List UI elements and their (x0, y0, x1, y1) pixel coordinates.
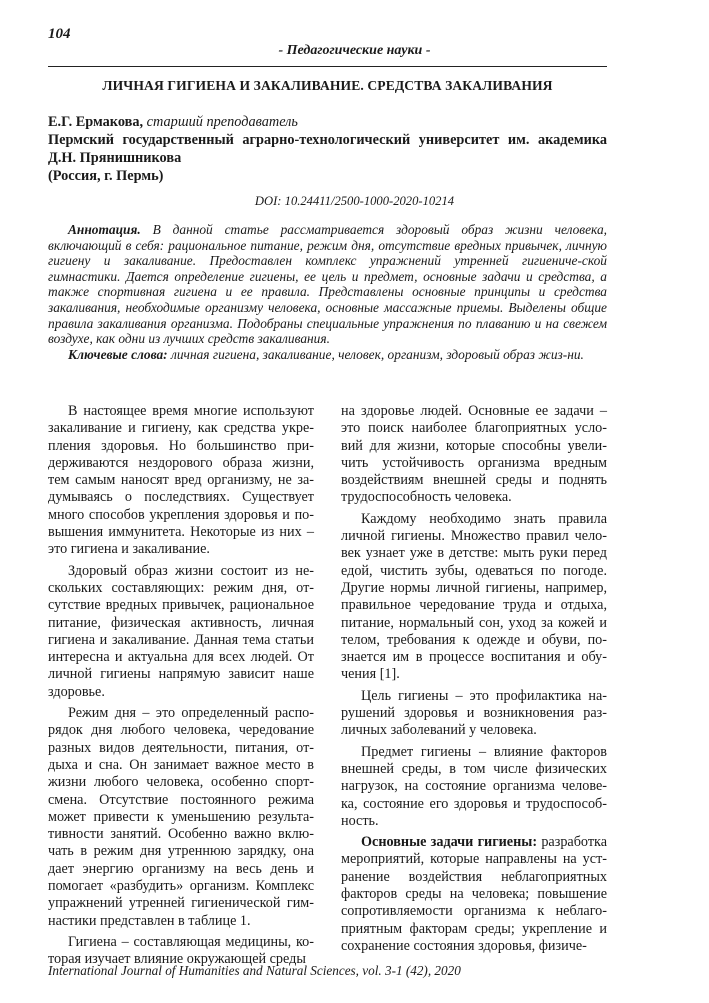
author-line (48, 113, 607, 131)
abstract-label: Аннотация. (68, 222, 141, 237)
section-header: - Педагогические науки - (278, 43, 431, 58)
right-column (341, 403, 607, 955)
author-name: Е.Г. Ермакова, (48, 114, 144, 130)
keywords-label: Ключевые слова: (68, 346, 168, 362)
article-title: ЛИЧНАЯ ГИГИЕНА И ЗАКАЛИВАНИЕ. СРЕДСТВА ЗАКАЛИВАНИЯ (102, 78, 553, 93)
body-paragraph: на здоровье людей. Основные ее задачи – это поиск наиболее благоприятных усло-вий для жизни, которые способны увели-чить устойчивость организма вредным воздействиям внешней среды и поднять трудоспособность человека. (341, 403, 607, 506)
body-paragraph: Гигиена – составляющая медицины, ко-торая изучает влияние окружающей среды (48, 933, 314, 968)
left-column (48, 403, 314, 969)
body-paragraph: Цель гигиены – это профилактика на-рушений здоровья и возникновения раз-личных заболеваний у человека. (341, 687, 607, 739)
author-block (48, 113, 607, 185)
body-paragraph: Каждому необходимо знать правила личной гигиены. Множество правил чело-век узнает уже в детстве: мыть руки перед едой, чистить зубы, одеваться по погоде. Другие нормы личной гигиены, например, правильное чередование труда и отдыха, питание, нормальный сон, уход за кожей и телом, требования к одежде и обуви, по-знается им в процессе воспитания и обу-чения [1]. (341, 510, 607, 683)
body-paragraph (341, 834, 607, 955)
abstract-text: В данной статье рассматривается здоровый образ жизни человека, включающий в себя: рациональное питание, режим дня, отсутствие вредных привычек, личную гигиену и закаливание. Предоставлен комплекс упражнений утренней гигиениче-ской гимнастики. Дается определение гигиены, ее цель и предмет, основные задачи и средства, а также спортивная гигиена и ее правила. Представлены основные принципы и средства закаливания, необходимые организму человека, основные массажные приемы. Выделены общие правила закаливания организма. Подобраны специальные упражнения по плаванию и на свежем воздухе, как одни из лучших средств закаливания. (48, 222, 608, 347)
tasks-label: Основные задачи гигиены: (361, 834, 538, 851)
affiliation-line-2: Д.Н. Прянишникова (48, 150, 182, 166)
abstract-paragraph (48, 222, 607, 347)
body-paragraph: Здоровый образ жизни состоит из не-скольких составляющих: режим дня, от-сутствие вредных привычек, рациональное питание, физическая активность, личная гигиена и закаливание. Данная тема статьи интересна и актуальна для всех людей. От личной гигиены напрямую зависит наше здоровье. (48, 562, 314, 700)
author-position: старший преподаватель (146, 114, 298, 130)
affiliation-line-3: (Россия, г. Пермь) (48, 168, 164, 184)
body-paragraph: В настоящее время многие используют закаливание и гигиену, как средства укре-пления здоровья. Но большинство при-держиваются нездорового образа жизни, тем самым наносят вред организму, не за-думываясь о последствиях. Существует много способов укрепления здоровья и по-вышения иммунитета. Некоторые из них – это гигиена и закаливание. (48, 403, 314, 558)
keywords-text: личная гигиена, закаливание, человек, организм, здоровый образ жиз-ни. (171, 346, 584, 362)
header-divider (48, 66, 607, 67)
journal-footer: International Journal of Humanities and Natural Sciences, vol. 3-1 (42), 2020 (48, 963, 461, 978)
tasks-text: разработка мероприятий, которые направлены на уст-ранение воздействия неблагоприятных факторов среды на человека; повышение сопротивляемости организма к неблаго-приятным факторам среды; укрепление и сохранение состояния здоровья, физиче- (341, 834, 608, 954)
page-number: 104 (48, 26, 71, 42)
doi: DOI: 10.24411/2500-1000-2020-10214 (254, 194, 455, 208)
affiliation-line-1: Пермский государственный аграрно-технологический университет им. академика (48, 132, 607, 148)
body-paragraph: Режим дня – это определенный распо-рядок дня любого человека, чередование разных видов деятельности, питания, от-дыха и сна. Он занимает важное место в жизни любого человека, особенно спорт-смена. Отсутствие постоянного режима может привести к уменьшению результа-тивности занятий. Особенно важно вклю-чать в режим дня утреннюю зарядку, она дает энергию организму на весь день и помогает «разбудить» организм. Комплекс упражнений утренней гигиенической гим-настики представлен в таблице 1. (48, 705, 314, 929)
abstract (48, 222, 607, 362)
body-paragraph: Предмет гигиены – влияние факторов внешней среды, в том числе физических нагрузок, на состояние организма челове-ка, состояние его здоровья и трудоспособ-ность. (341, 743, 607, 829)
article-body (48, 403, 608, 968)
keywords-paragraph (48, 347, 607, 363)
